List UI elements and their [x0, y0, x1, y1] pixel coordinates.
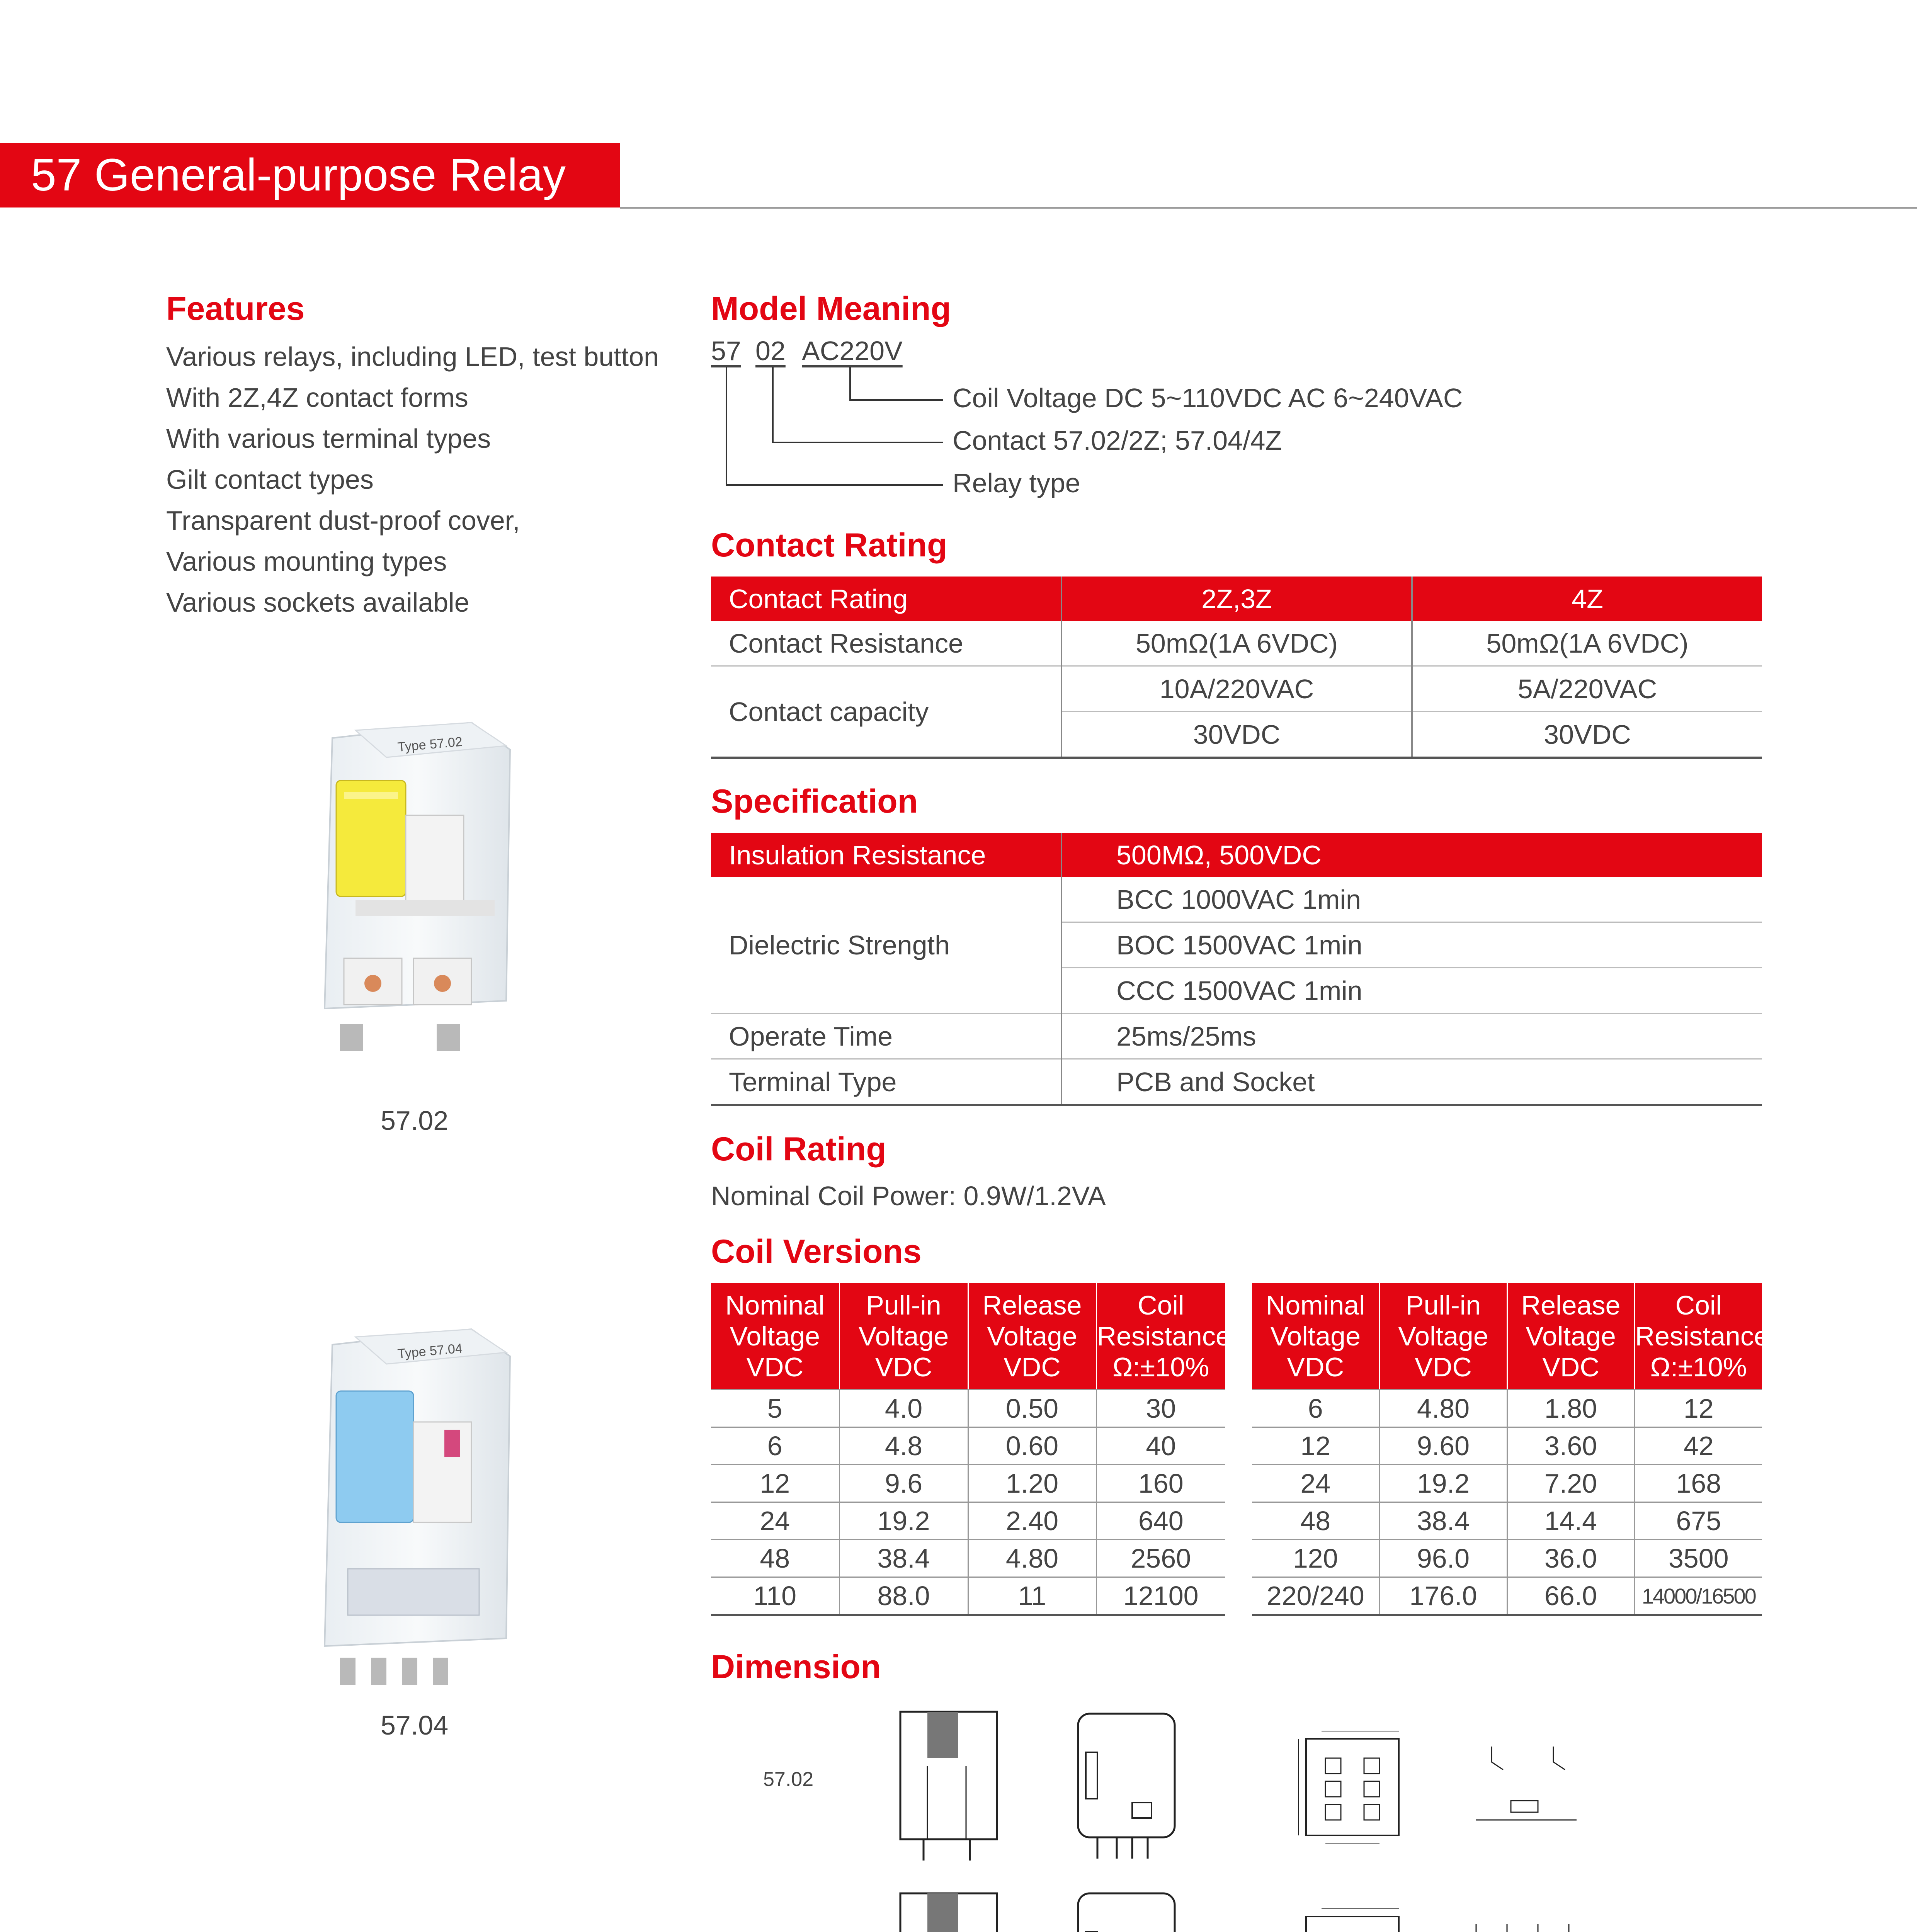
- table-header-cell: Pull-in Voltage VDC: [1379, 1283, 1507, 1390]
- feature-item: Various mounting types: [166, 546, 447, 577]
- dimension-title: Dimension: [711, 1648, 881, 1685]
- table-header-cell: Nominal Voltage VDC: [711, 1283, 839, 1390]
- table-cell: 50mΩ(1A 6VDC): [1412, 621, 1762, 666]
- product-caption: 57.02: [381, 1105, 449, 1136]
- table-cell: BCC 1000VAC 1min: [1061, 877, 1762, 922]
- table-row: 48 38.4 14.4 675: [1252, 1502, 1762, 1540]
- table-header-row: [711, 577, 1762, 621]
- table-row: 12 9.60 3.60 42: [1252, 1427, 1762, 1465]
- relay-57-02-image: [309, 715, 526, 1063]
- table-header-cell: Release Voltage VDC: [1507, 1283, 1635, 1390]
- table-cell: 30VDC: [1061, 712, 1412, 758]
- dimension-label: 57.02: [763, 1768, 814, 1791]
- table-cell: PCB and Socket: [1061, 1059, 1762, 1105]
- table-cell: Dielectric Strength: [711, 877, 1061, 1014]
- model-code-coil: AC220V: [802, 336, 903, 366]
- table-row: 6 4.80 1.80 12: [1252, 1390, 1762, 1427]
- coil-versions-title: Coil Versions: [711, 1233, 922, 1270]
- feature-item: Various sockets available: [166, 587, 469, 617]
- table-cell: CCC 1500VAC 1min: [1061, 968, 1762, 1014]
- nominal-coil-power: Nominal Coil Power: 0.9W/1.2VA: [711, 1181, 1106, 1211]
- dimension-pin-layout-57-02: [1291, 1723, 1418, 1855]
- specification-table: [711, 833, 1762, 1106]
- table-cell: 2Z,3Z: [1061, 577, 1412, 621]
- table-cell: Contact capacity: [711, 666, 1061, 758]
- dimension-circuit-57-04: [1465, 1917, 1592, 1932]
- feature-item: Transparent dust-proof cover,: [166, 505, 520, 536]
- model-code-contact: 02: [755, 336, 786, 366]
- model-code-series: 57: [711, 336, 741, 366]
- table-cell: Terminal Type: [711, 1059, 1061, 1105]
- relay-type-label: Type 57.02: [397, 734, 463, 755]
- product-caption: 57.04: [381, 1710, 449, 1740]
- model-desc-relay-type: Relay type: [953, 468, 1080, 498]
- dimension-front-view-57-02: [1074, 1710, 1182, 1861]
- feature-item: Various relays, including LED, test button: [166, 342, 659, 372]
- specification-title: Specification: [711, 783, 918, 820]
- table-row: [711, 621, 1762, 666]
- coil-rating-title: Coil Rating: [711, 1131, 886, 1168]
- table-header-row: [711, 833, 1762, 877]
- model-meaning-title: Model Meaning: [711, 290, 951, 327]
- dimension-front-view-57-04: [1074, 1889, 1182, 1932]
- table-cell: BOC 1500VAC 1min: [1061, 922, 1762, 968]
- table-header-cell: Coil Resistance Ω:±10%: [1635, 1283, 1762, 1390]
- coil-versions-table-right: [1252, 1283, 1769, 1616]
- table-cell: 50mΩ(1A 6VDC): [1061, 621, 1412, 666]
- dimension-pin-layout-57-04: [1291, 1901, 1418, 1932]
- table-cell: Contact Resistance: [711, 621, 1061, 666]
- model-desc-contact: Contact 57.02/2Z; 57.04/4Z: [953, 425, 1282, 456]
- test-button-blue: [336, 1391, 413, 1522]
- table-cell: 500MΩ, 500VDC: [1061, 833, 1762, 877]
- table-row: 120 96.0 36.0 3500: [1252, 1540, 1762, 1577]
- table-row: 24 19.2 2.40 640: [711, 1502, 1225, 1540]
- coil-versions-table-left: [711, 1283, 1231, 1616]
- table-cell: 5A/220VAC: [1412, 666, 1762, 712]
- relay-57-04-image: [309, 1321, 526, 1692]
- feature-item: With 2Z,4Z contact forms: [166, 383, 468, 413]
- contact-rating-table: [711, 577, 1762, 759]
- table-cell: 4Z: [1412, 577, 1762, 621]
- table-row: 12 9.6 1.20 160: [711, 1465, 1225, 1502]
- table-header-row: [1252, 1283, 1762, 1390]
- table-cell: Operate Time: [711, 1014, 1061, 1059]
- relay-type-label: Type 57.04: [397, 1341, 463, 1361]
- dimension-side-view-57-02: [889, 1708, 1012, 1862]
- table-header-cell: Nominal Voltage VDC: [1252, 1283, 1379, 1390]
- model-desc-coil: Coil Voltage DC 5~110VDC AC 6~240VAC: [953, 383, 1463, 413]
- table-row: [711, 1014, 1762, 1059]
- table-row: 24 19.2 7.20 168: [1252, 1465, 1762, 1502]
- feature-item: With various terminal types: [166, 423, 491, 454]
- table-row: 5 4.0 0.50 30: [711, 1390, 1225, 1427]
- table-header-row: [711, 1283, 1225, 1390]
- table-row: 220/240 176.0 66.0 14000/16500: [1252, 1577, 1762, 1615]
- table-cell: 10A/220VAC: [1061, 666, 1412, 712]
- table-row: 48 38.4 4.80 2560: [711, 1540, 1225, 1577]
- page-title: 57 General-purpose Relay: [0, 143, 620, 207]
- model-meaning-leader-lines: [711, 367, 951, 491]
- table-row: [711, 1059, 1762, 1105]
- feature-item: Gilt contact types: [166, 464, 374, 495]
- contact-rating-title: Contact Rating: [711, 527, 947, 564]
- table-cell: 30VDC: [1412, 712, 1762, 758]
- table-row: [711, 877, 1762, 922]
- table-cell: 25ms/25ms: [1061, 1014, 1762, 1059]
- table-header-cell: Release Voltage VDC: [968, 1283, 1096, 1390]
- table-row: 6 4.8 0.60 40: [711, 1427, 1225, 1465]
- table-cell: Insulation Resistance: [711, 833, 1061, 877]
- table-cell: Contact Rating: [711, 577, 1061, 621]
- table-header-cell: Coil Resistance Ω:±10%: [1096, 1283, 1225, 1390]
- features-list: [166, 336, 707, 623]
- table-header-cell: Pull-in Voltage VDC: [839, 1283, 968, 1390]
- dimension-side-view-57-04: [889, 1889, 1012, 1932]
- header-divider: [620, 207, 1917, 209]
- table-row: 110 88.0 11 12100: [711, 1577, 1225, 1615]
- table-row: [711, 666, 1762, 712]
- features-title: Features: [166, 290, 305, 327]
- dimension-circuit-57-02: [1468, 1739, 1584, 1843]
